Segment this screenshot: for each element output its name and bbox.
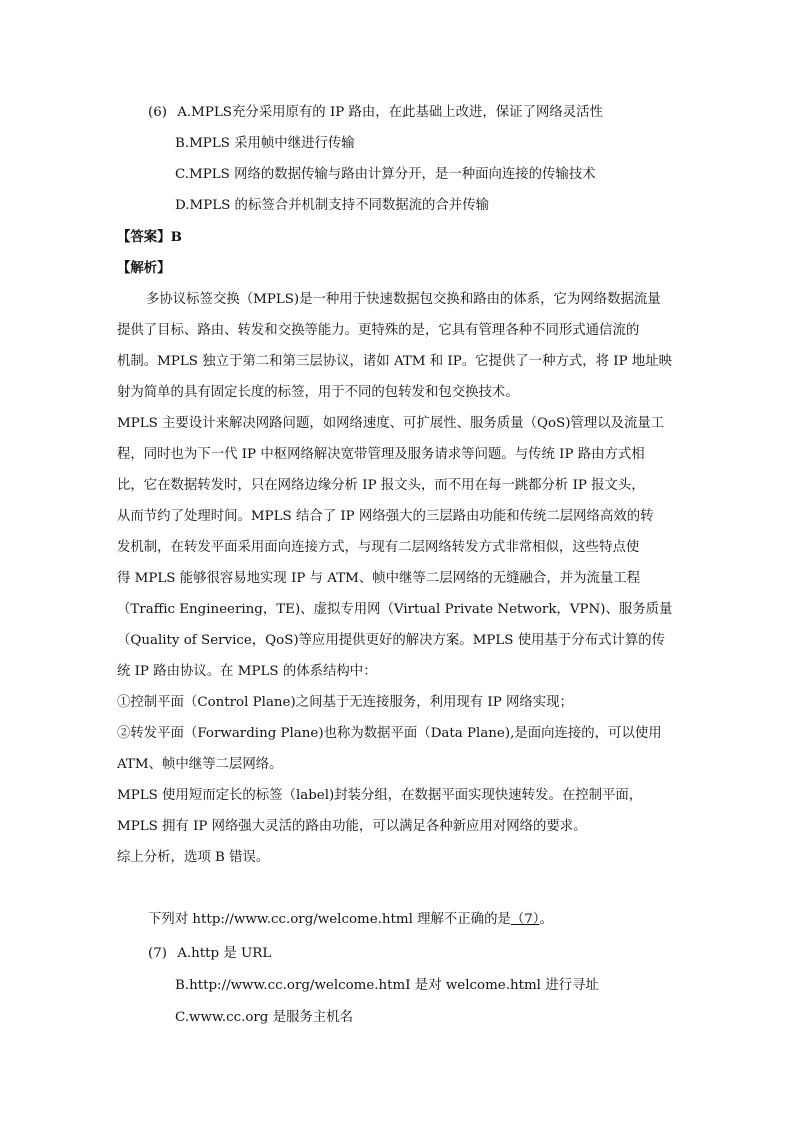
- analysis-line-2: 提供了目标、路由、转发和交换等能力。更特殊的是，它具有管理各种不同形式通信流的: [117, 323, 640, 338]
- answer-line: [117, 227, 182, 247]
- answer-label: 【答案】: [117, 229, 171, 245]
- q6-option-d: D.MPLS 的标签合并机制支持不同数据流的合并传输: [175, 198, 489, 213]
- q6-option-a: A.MPLS充分采用原有的 IP 路由，在此基础上改进，保证了网络灵活性: [177, 105, 603, 120]
- q6-option-a-line: [148, 103, 603, 123]
- answer-value: B: [170, 229, 182, 245]
- q6-option-c: C.MPLS 网络的数据传输与路由计算分开，是一种面向连接的传输技术: [175, 167, 596, 182]
- analysis-line-3: 机制。MPLS 独立于第二和第三层协议，诸如 ATM 和 IP。它提供了一种方式，将 IP 地址映: [117, 354, 673, 369]
- q6-number: (6): [148, 105, 167, 120]
- analysis-label: 【解析】: [117, 260, 171, 276]
- analysis-line-5: MPLS 主要设计来解决网路问题，如网络速度、可扩展性、服务质量（QoS)管理以及流量工: [117, 416, 665, 431]
- q6-option-b: B.MPLS 采用帧中继进行传输: [175, 136, 355, 151]
- analysis-line-7: 比，它在数据转发时，只在网络边缘分析 IP 报文头，而不用在每一跳都分析 IP 报文头，: [117, 478, 645, 493]
- analysis-line-12: （Quality of Service，QoS)等应用提供更好的解决方案。MPLS 使用基于分布式计算的传: [117, 633, 666, 648]
- q7-stem-text: 下列对 http://www.cc.org/welcome.html 理解不正确的是: [148, 912, 511, 927]
- q7-option-b: B.http://www.cc.org/welcome.htmI 是对 welcome.html 进行寻址: [175, 978, 599, 993]
- analysis-line-4: 射为简单的具有固定长度的标签，用于不同的包转发和包交换技术。: [117, 385, 519, 400]
- analysis-line-9: 发机制，在转发平面采用面向连接方式，与现有二层网络转发方式非常相似，这些特点使: [117, 540, 640, 555]
- analysis-line-8: 从而节约了处理时间。MPLS 结合了 IP 网络强大的三层路由功能和传统二层网络高效的转: [117, 509, 654, 524]
- q7-stem-end: 。: [539, 912, 553, 927]
- analysis-line-1: 多协议标签交换（MPLS)是一种用于快速数据包交换和路由的体系，它为网络数据流量: [146, 292, 661, 307]
- q7-stem: [148, 910, 553, 930]
- q7-option-a: A.http 是 URL: [177, 946, 272, 961]
- analysis-line-13: 统 IP 路由协议。在 MPLS 的体系结构中：: [117, 664, 377, 679]
- q7-option-c: C.www.cc.org 是服务主机名: [175, 1010, 353, 1025]
- analysis-line-15: ②转发平面（Forwarding Plane)也称为数据平面（Data Plane),是面向连接的，可以使用: [117, 726, 662, 741]
- q7-option-a-line: [148, 944, 271, 964]
- analysis-line-14: ①控制平面（Control Plane)之间基于无连接服务，利用现有 IP 网络实现；: [117, 695, 573, 710]
- analysis-line-18: MPLS 拥有 IP 网络强大灵活的路由功能，可以满足各种新应用对网络的要求。: [117, 819, 587, 834]
- q7-number: (7): [148, 946, 167, 961]
- analysis-line-19: 综上分析，选项 B 错误。: [117, 850, 270, 865]
- analysis-line-17: MPLS 使用短而定长的标签（label)封装分组，在数据平面实现快速转发。在控制平面，: [117, 788, 643, 803]
- analysis-line-16: ATM、帧中继等二层网络。: [117, 757, 283, 772]
- analysis-line-6: 程，同时也为下一代 IP 中枢网络解决宽带管理及服务请求等问题。与传统 IP 路由方式相: [117, 447, 645, 462]
- q7-stem-blank: （7）: [510, 912, 540, 927]
- analysis-line-10: 得 MPLS 能够很容易地实现 IP 与 ATM、帧中继等二层网络的无缝融合，并为流量工程: [117, 571, 641, 586]
- analysis-line-11: （Traffic Engineering，TE)、虚拟专用网（Virtual Private Network，VPN)、服务质量: [117, 602, 673, 617]
